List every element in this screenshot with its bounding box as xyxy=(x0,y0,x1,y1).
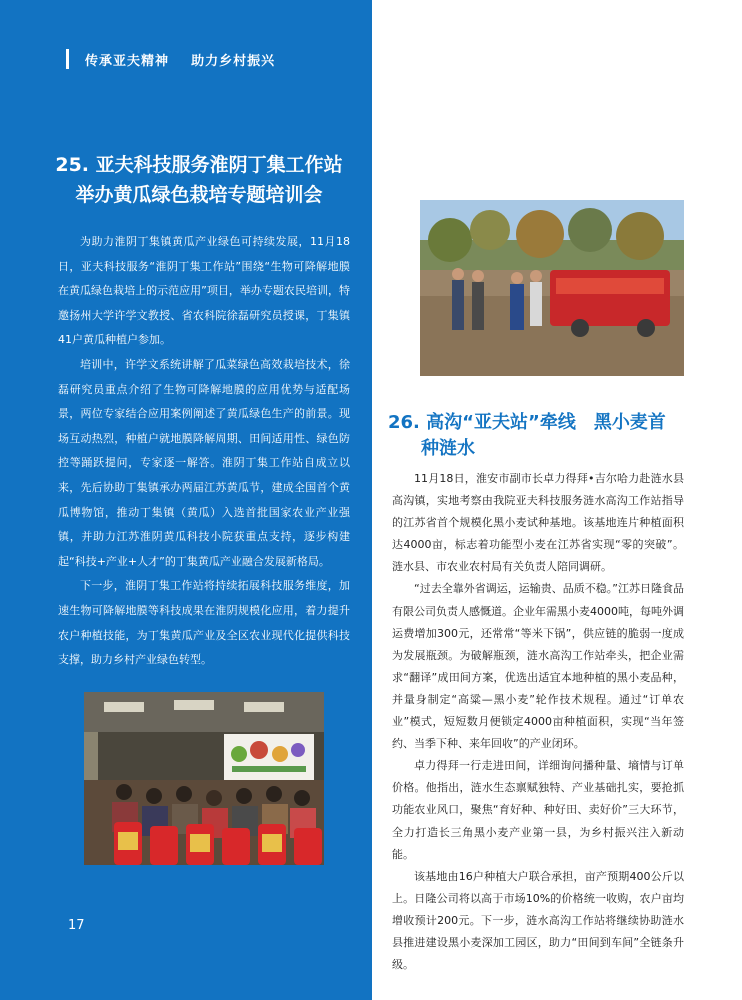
article25-title-line2: 举办黄瓜绿色栽培专题培训会 xyxy=(75,184,323,206)
article25-paragraph-1: 为助力淮阴丁集镇黄瓜产业绿色可持续发展，11月18日，亚夫科技服务“淮阴丁集工作站”围绕“生物可降解地膜在黄瓜绿色栽培上的示范应用”项目，举办专题农民培训，特邀扬州大学许学文教授、省农科院徐磊研究员授课，丁集镇41户黄瓜种植户参加。 xyxy=(58,235,350,347)
article26-title-line2: 种涟水 xyxy=(421,438,475,459)
training-meeting-photo xyxy=(84,692,324,865)
article25-title-line1: 25. 亚夫科技服务淮阴丁集工作站 xyxy=(55,154,343,176)
page-number: 17 xyxy=(68,918,85,933)
article26-title-line1: 26. 高沟“亚夫站”牵线 黑小麦首 xyxy=(388,412,666,433)
field-inspection-photo xyxy=(420,200,684,376)
article26-title xyxy=(388,410,698,462)
article26-paragraph-4: 该基地由16户种植大户联合承担，亩产预期400公斤以上。日隆公司将以高于市场10%的价格统一收购，农户亩均增收预计200元。下一步，涟水高沟工作站将继续协助涟水县推进建设黑小麦深加工园区，助力“田间到车间”全链条升级。 xyxy=(392,869,684,972)
header-slogan: 传承亚夫精神 助力乡村振兴 xyxy=(85,53,276,69)
article26-paragraph-1: 11月18日，淮安市副市长卓力得拜•吉尔哈力赴涟水县高沟镇，实地考察由我院亚夫科技服务涟水高沟工作站指导的江苏省首个规模化黑小麦试种基地。该基地连片种植面积达4000亩，标志着功能型小麦在江苏省实现“零的突破”。涟水县、市农业农村局有关负责人陪同调研。 xyxy=(392,472,684,574)
article26-body xyxy=(392,468,684,976)
article25-title xyxy=(40,150,358,210)
article26-paragraph-3: 卓力得拜一行走进田间，详细询问播种量、墒情与订单价格。他指出，涟水生态禀赋独特、产业基础扎实，要抢抓功能农业风口，聚焦“育好种、种好田、卖好价”三大环节，全力打造长三角黑小麦产业第一县，为乡村振兴注入新动能。 xyxy=(392,759,684,861)
article25-body xyxy=(58,230,350,673)
article25-paragraph-2: 培训中，许学文系统讲解了瓜菜绿色高效栽培技术，徐磊研究员重点介绍了生物可降解地膜的应用优势与适配场景，两位专家结合应用案例阐述了黄瓜绿色生产的前景。现场互动热烈，种植户就地膜降解周期、田间适用性、绿色防控等踊跃提问，专家逐一解答。淮阴丁集工作站自成立以来，先后协助丁集镇承办两届江苏黄瓜节，建成全国首个黄瓜博物馆，推动丁集镇（黄瓜）入选首批国家农业产业强镇，并助力江苏淮阴黄瓜科技小院获重点支持，逐步构建起“科技+产业+人才”的丁集黄瓜产业融合发展新格局。 xyxy=(58,357,350,568)
page-header xyxy=(66,48,275,70)
article26-paragraph-2: “过去全靠外省调运，运输贵、品质不稳。”江苏日隆食品有限公司负责人感慨道。企业年需黑小麦4000吨，每吨外调运费增加300元，还常常“等米下锅”，供应链的脆弱一度成为发展瓶颈。为破解瓶颈，涟水高沟工作站牵头，把企业需求“翻译”成田间方案，优选出适宜本地种植的黑小麦品种，并量身制定“高粱—黑小麦”轮作技术规程。通过“订单农业”模式，短短数月便锁定4000亩种植面积，实现“当年签约、当季下种、来年回收”的产业闭环。 xyxy=(392,582,684,751)
article25-paragraph-3: 下一步，淮阴丁集工作站将持续拓展科技服务维度，加速生物可降解地膜等科技成果在淮阴规模化应用，着力提升农户种植技能，为丁集黄瓜产业及全区农业现代化提供科技支撑，助力乡村产业绿色转型。 xyxy=(58,579,350,667)
header-bar xyxy=(66,49,69,69)
